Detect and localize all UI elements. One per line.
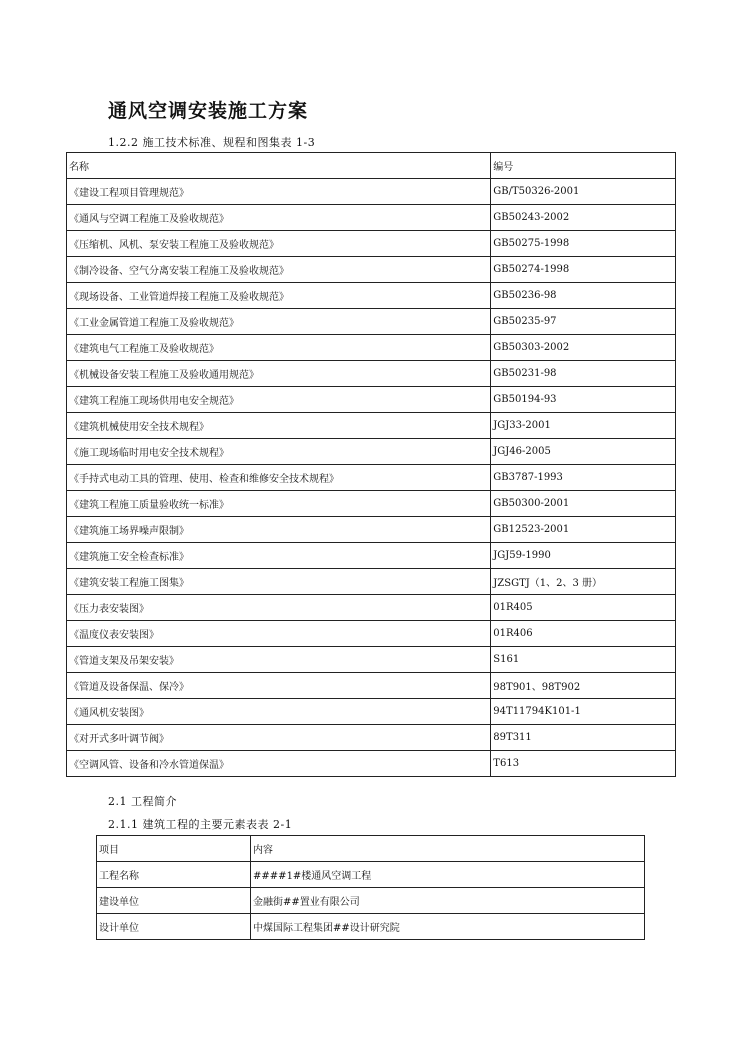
table-row (67, 335, 676, 361)
standard-code-cell: GB50194-93 (491, 387, 676, 413)
table-row (97, 888, 645, 914)
standard-name-cell: 《施工现场临时用电安全技术规程》 (67, 439, 491, 465)
table-row (97, 914, 645, 940)
table-row (67, 647, 676, 673)
table-row (67, 621, 676, 647)
header-cell-item: 项目 (97, 836, 251, 862)
standard-code-cell: GB50231-98 (491, 361, 676, 387)
table-row (67, 179, 676, 205)
standard-name-cell: 《通风与空调工程施工及验收规范》 (67, 205, 491, 231)
elements-table-header-row (97, 836, 645, 862)
standard-code-cell: GB50235-97 (491, 309, 676, 335)
standard-name-cell: 《建筑安装工程施工图集》 (67, 569, 491, 595)
table-row (67, 751, 676, 777)
standard-code-cell: GB50243-2002 (491, 205, 676, 231)
standard-code-cell: 01R406 (491, 621, 676, 647)
standard-name-cell: 《管道及设备保温、保冷》 (67, 673, 491, 699)
header-cell-content: 内容 (251, 836, 645, 862)
standard-code-cell: GB50275-1998 (491, 231, 676, 257)
section-heading: 2.1 工程简介 (108, 795, 177, 808)
standard-code-cell: JGJ59-1990 (491, 543, 676, 569)
standards-table-body (67, 153, 676, 777)
standard-name-cell: 《温度仪表安装图》 (67, 621, 491, 647)
standard-name-cell: 《建筑电气工程施工及验收规范》 (67, 335, 491, 361)
page-title: 通风空调安装施工方案 (108, 100, 309, 122)
standard-code-cell: T613 (491, 751, 676, 777)
standard-code-cell: 98T901、98T902 (491, 673, 676, 699)
standard-name-cell: 《建筑施工安全检查标准》 (67, 543, 491, 569)
standard-code-cell: 01R405 (491, 595, 676, 621)
table-row (67, 595, 676, 621)
table-row (67, 257, 676, 283)
standard-code-cell: GB/T50326-2001 (491, 179, 676, 205)
elements-table-body (97, 836, 645, 940)
elements-table (96, 835, 645, 940)
standard-code-cell: JGJ33-2001 (491, 413, 676, 439)
standards-table (66, 152, 676, 777)
standard-code-cell: 94T11794K101-1 (491, 699, 676, 725)
standard-code-cell: GB50236-98 (491, 283, 676, 309)
standard-name-cell: 《现场设备、工业管道焊接工程施工及验收规范》 (67, 283, 491, 309)
table-row (67, 699, 676, 725)
element-content-cell: ####1#楼通风空调工程 (251, 862, 645, 888)
table-row (67, 439, 676, 465)
standard-name-cell: 《建筑工程施工质量验收统一标准》 (67, 491, 491, 517)
standard-name-cell: 《工业金属管道工程施工及验收规范》 (67, 309, 491, 335)
standards-table-caption: 1.2.2 施工技术标准、规程和图集表 1-3 (108, 136, 316, 149)
element-item-cell: 工程名称 (97, 862, 251, 888)
elements-table-caption: 2.1.1 建筑工程的主要元素表表 2-1 (108, 818, 293, 831)
standard-name-cell: 《压力表安装图》 (67, 595, 491, 621)
standard-code-cell: GB50303-2002 (491, 335, 676, 361)
standards-table-header-row (67, 153, 676, 179)
table-row (67, 543, 676, 569)
table-row (97, 862, 645, 888)
standard-code-cell: JZSGTJ（1、2、3 册） (491, 569, 676, 595)
standard-name-cell: 《建设工程项目管理规范》 (67, 179, 491, 205)
element-content-cell: 金融街##置业有限公司 (251, 888, 645, 914)
header-cell-code: 编号 (491, 153, 676, 179)
standard-name-cell: 《建筑施工场界噪声限制》 (67, 517, 491, 543)
standard-name-cell: 《手持式电动工具的管理、使用、检查和维修安全技术规程》 (67, 465, 491, 491)
table-row (67, 387, 676, 413)
standard-code-cell: GB50274-1998 (491, 257, 676, 283)
element-content-cell: 中煤国际工程集团##设计研究院 (251, 914, 645, 940)
standard-code-cell: GB12523-2001 (491, 517, 676, 543)
table-row (67, 205, 676, 231)
table-row (67, 569, 676, 595)
table-row (67, 673, 676, 699)
standard-name-cell: 《对开式多叶调节阀》 (67, 725, 491, 751)
standard-code-cell: 89T311 (491, 725, 676, 751)
element-item-cell: 建设单位 (97, 888, 251, 914)
standard-name-cell: 《通风机安装图》 (67, 699, 491, 725)
table-row (67, 465, 676, 491)
table-row (67, 517, 676, 543)
table-row (67, 309, 676, 335)
table-row (67, 725, 676, 751)
standard-name-cell: 《机械设备安装工程施工及验收通用规范》 (67, 361, 491, 387)
standard-code-cell: GB50300-2001 (491, 491, 676, 517)
table-row (67, 491, 676, 517)
standard-name-cell: 《空调风管、设备和冷水管道保温》 (67, 751, 491, 777)
table-row (67, 361, 676, 387)
element-item-cell: 设计单位 (97, 914, 251, 940)
standard-code-cell: S161 (491, 647, 676, 673)
standard-name-cell: 《建筑工程施工现场供用电安全规范》 (67, 387, 491, 413)
table-row (67, 413, 676, 439)
standard-name-cell: 《制冷设备、空气分离安装工程施工及验收规范》 (67, 257, 491, 283)
table-row (67, 231, 676, 257)
header-cell-name: 名称 (67, 153, 491, 179)
standard-code-cell: JGJ46-2005 (491, 439, 676, 465)
standard-name-cell: 《管道支架及吊架安装》 (67, 647, 491, 673)
table-row (67, 283, 676, 309)
standard-name-cell: 《建筑机械使用安全技术规程》 (67, 413, 491, 439)
standard-code-cell: GB3787-1993 (491, 465, 676, 491)
standard-name-cell: 《压缩机、风机、泵安装工程施工及验收规范》 (67, 231, 491, 257)
